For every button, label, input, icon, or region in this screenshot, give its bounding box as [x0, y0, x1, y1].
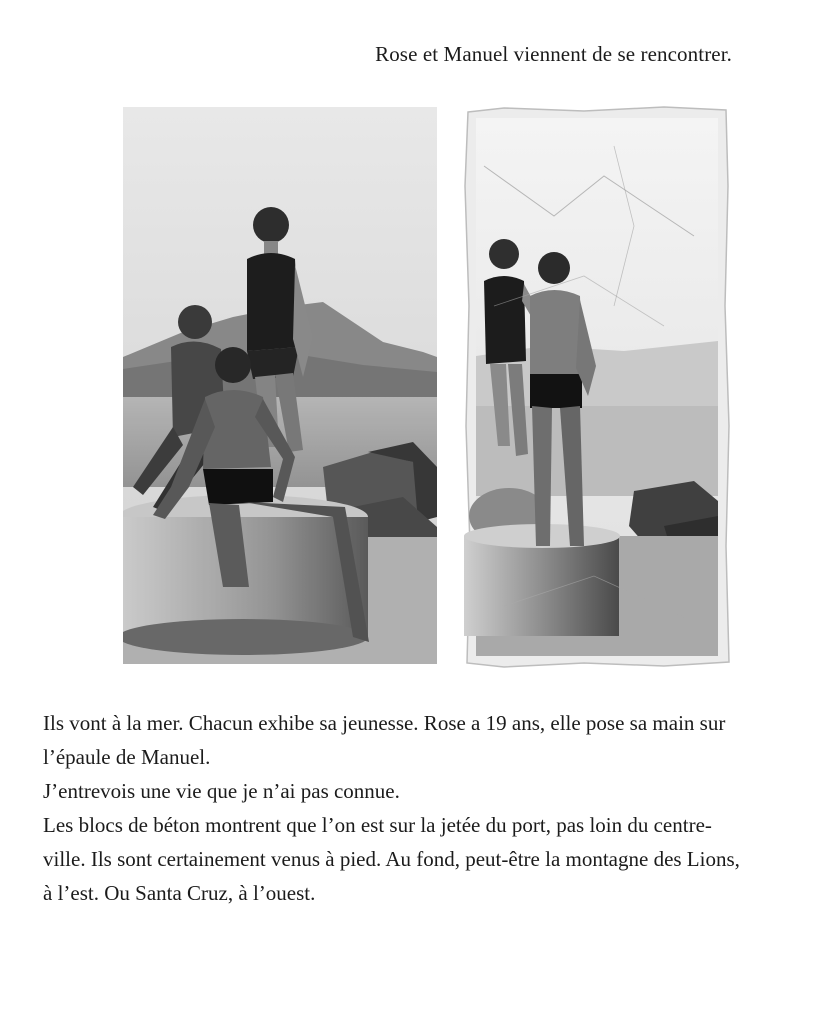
- paragraph-1: Ils vont à la mer. Chacun exhibe sa jeunesse. Rose a 19 ans, elle pose sa main sur l’épaule de Manuel.: [43, 711, 726, 769]
- body-text: [43, 706, 743, 910]
- photo-caption: Rose et Manuel viennent de se rencontrer.: [375, 42, 732, 66]
- photo-left-group: [123, 107, 437, 664]
- paragraph-2: J’entrevois une vie que je n’ai pas connue.: [43, 779, 400, 803]
- paragraph-3: Les blocs de béton montrent que l’on est sur la jetée du port, pas loin du centre-ville. Ils sont certainement venus à pied. Au fond, peut-être la montagne des Lions, à l’est. Ou Santa Cruz, à l’ouest.: [43, 813, 740, 905]
- photo-beach-couple-icon: [464, 106, 730, 668]
- photo-beach-group-icon: [123, 107, 437, 664]
- photo-right-couple: [464, 106, 730, 668]
